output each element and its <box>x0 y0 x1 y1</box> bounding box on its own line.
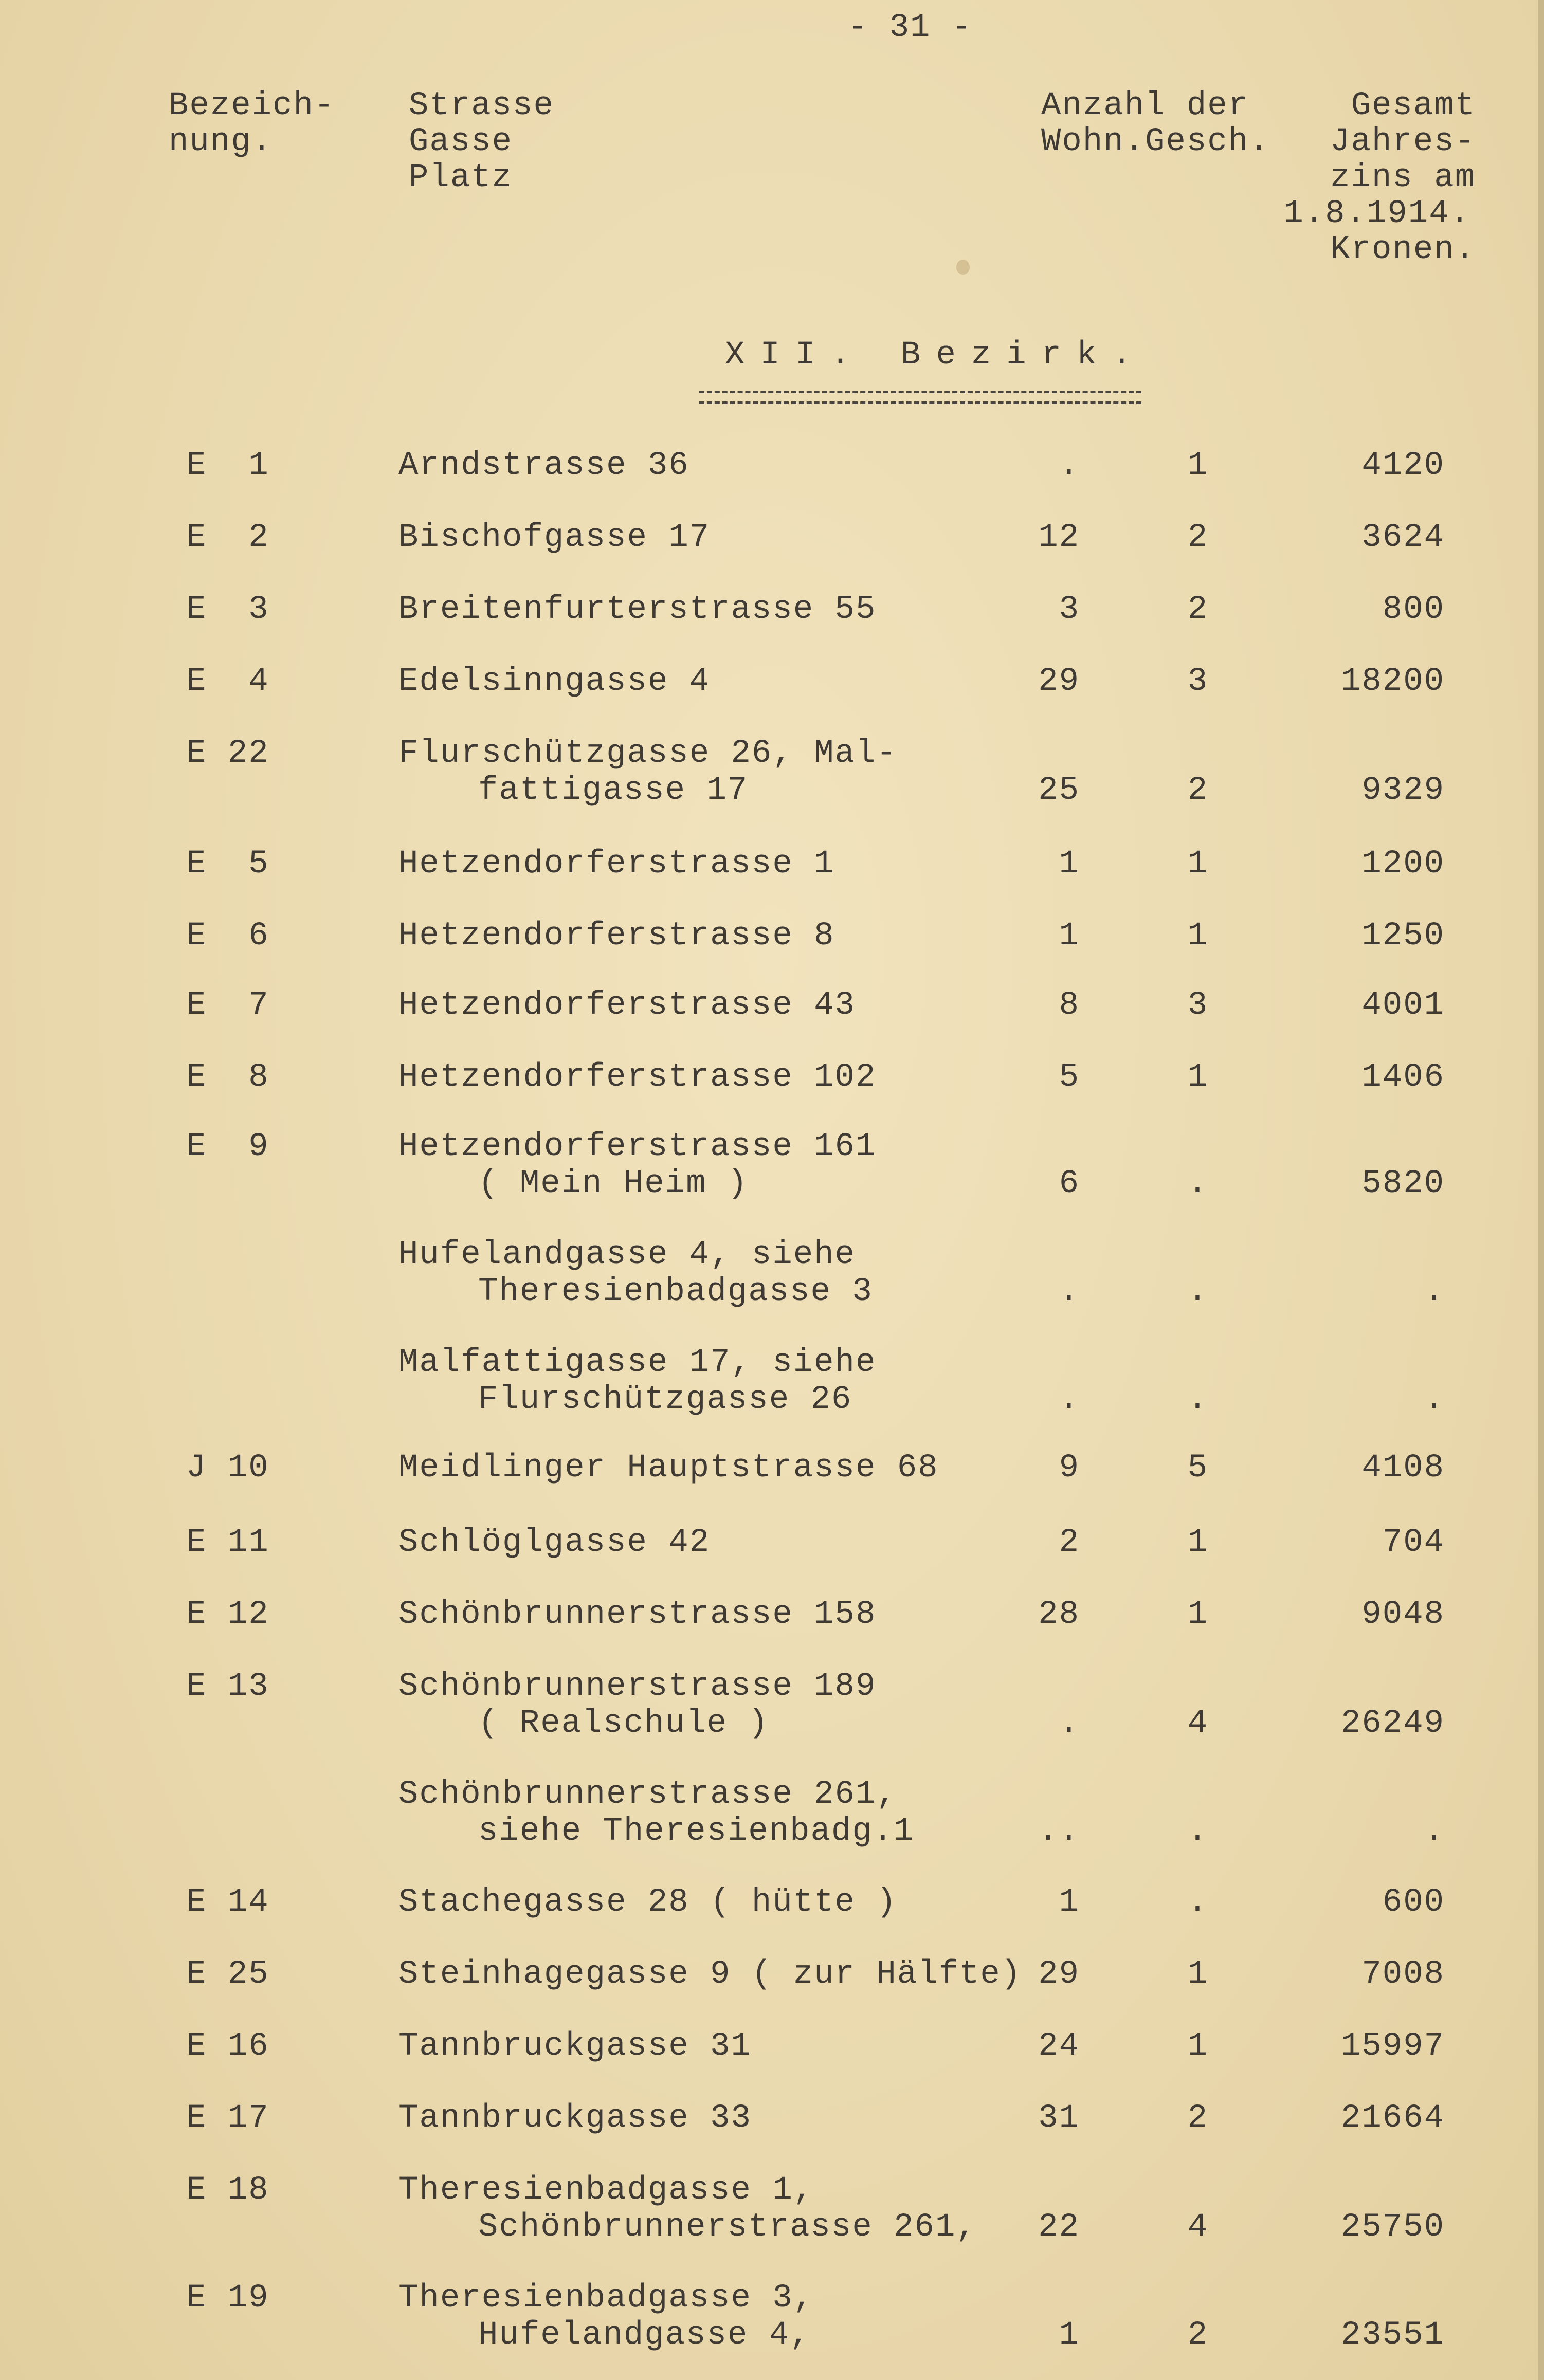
row-rent: 9329 <box>1361 772 1445 809</box>
row-rent: 5820 <box>1361 1165 1445 1202</box>
row-address-line: Schönbrunnerstrasse 261, <box>478 2209 977 2246</box>
row-wohn-count: 22 <box>1038 2209 1080 2246</box>
row-designation: E 9 <box>186 1128 269 1165</box>
page-number: - 31 - <box>847 9 973 46</box>
district-title: XII. Bezirk. <box>725 337 1147 374</box>
header-designation-line2: nung. <box>169 123 273 160</box>
row-gesch-count: 4 <box>1187 2209 1209 2246</box>
row-designation: E 11 <box>186 1524 269 1561</box>
row-gesch-count: 1 <box>1187 846 1209 883</box>
row-designation: E 18 <box>186 2172 269 2209</box>
header-street-line1: Strasse <box>409 87 554 124</box>
row-rent: 1406 <box>1361 1059 1445 1096</box>
row-designation: E 16 <box>186 2028 269 2065</box>
row-rent: 1200 <box>1361 846 1445 883</box>
row-address-line: Steinhagegasse 9 ( zur Hälfte) <box>398 1956 1022 1993</box>
row-designation: E 14 <box>186 1884 269 1921</box>
row-rent: 4120 <box>1361 447 1445 484</box>
row-wohn-count: 31 <box>1038 2100 1080 2137</box>
row-wohn-count: 12 <box>1038 519 1080 556</box>
row-wohn-count: 1 <box>1059 918 1080 955</box>
row-designation: E 17 <box>186 2100 269 2137</box>
row-gesch-count: 3 <box>1187 987 1209 1024</box>
row-designation: E 5 <box>186 846 269 883</box>
row-wohn-count: . <box>1059 1381 1080 1418</box>
row-designation: E 8 <box>186 1059 269 1096</box>
row-wohn-count: 28 <box>1038 1596 1080 1633</box>
row-address-line: Theresienbadgasse 3 <box>478 1273 873 1310</box>
row-wohn-count: 1 <box>1059 1884 1080 1921</box>
row-rent: 1250 <box>1361 918 1445 955</box>
row-address-line: Schönbrunnerstrasse 189 <box>398 1668 877 1705</box>
row-rent: 18200 <box>1340 663 1445 700</box>
row-wohn-count: 5 <box>1059 1059 1080 1096</box>
row-rent: 704 <box>1382 1524 1445 1561</box>
row-address-line: Schönbrunnerstrasse 158 <box>398 1596 877 1633</box>
row-designation: E 12 <box>186 1596 269 1633</box>
row-address-line: Hetzendorferstrasse 1 <box>398 846 835 883</box>
row-address-line: ( Mein Heim ) <box>478 1165 749 1202</box>
row-designation: E 25 <box>186 1956 269 1993</box>
row-address-line: Tannbruckgasse 33 <box>398 2100 752 2137</box>
row-gesch-count: 2 <box>1187 519 1209 556</box>
row-address-line: Flurschützgasse 26 <box>478 1381 852 1418</box>
row-gesch-count: 1 <box>1187 2028 1209 2065</box>
row-gesch-count: . <box>1187 1813 1209 1850</box>
row-address-line: Theresienbadgasse 3, <box>398 2280 814 2317</box>
row-wohn-count: 24 <box>1038 2028 1080 2065</box>
row-gesch-count: 5 <box>1187 1450 1209 1487</box>
row-rent: 3624 <box>1361 519 1445 556</box>
row-designation: E 19 <box>186 2280 269 2317</box>
row-address-line: Malfattigasse 17, siehe <box>398 1344 877 1381</box>
double-underline <box>699 391 1141 404</box>
row-address-line: ( Realschule ) <box>478 1705 769 1742</box>
row-designation: E 3 <box>186 591 269 628</box>
row-wohn-count: 3 <box>1059 591 1080 628</box>
row-rent: 4001 <box>1361 987 1445 1024</box>
row-rent: 600 <box>1382 1884 1445 1921</box>
row-gesch-count: . <box>1187 1165 1209 1202</box>
row-rent: . <box>1424 1381 1445 1418</box>
row-address-line: Hetzendorferstrasse 43 <box>398 987 856 1024</box>
header-rent-line4: 1.8.1914. <box>1283 195 1470 232</box>
row-wohn-count: . <box>1059 1273 1080 1310</box>
row-wohn-count: 25 <box>1038 772 1080 809</box>
row-gesch-count: 2 <box>1187 772 1209 809</box>
row-address-line: Breitenfurterstrasse 55 <box>398 591 877 628</box>
row-rent: 26249 <box>1340 1705 1445 1742</box>
row-rent: 23551 <box>1340 2317 1445 2354</box>
header-street-line2: Gasse <box>409 123 513 160</box>
row-rent: 7008 <box>1361 1956 1445 1993</box>
row-rent: . <box>1424 1273 1445 1310</box>
row-gesch-count: 3 <box>1187 663 1209 700</box>
row-gesch-count: 1 <box>1187 1956 1209 1993</box>
row-rent: 15997 <box>1340 2028 1445 2065</box>
row-address-line: Theresienbadgasse 1, <box>398 2172 814 2209</box>
row-wohn-count: 2 <box>1059 1524 1080 1561</box>
row-designation: E 4 <box>186 663 269 700</box>
header-rent-line2: Jahres- <box>1330 123 1476 160</box>
row-address-line: Tannbruckgasse 31 <box>398 2028 752 2065</box>
row-gesch-count: . <box>1187 1884 1209 1921</box>
row-wohn-count: . <box>1059 1705 1080 1742</box>
row-gesch-count: 1 <box>1187 918 1209 955</box>
row-wohn-count: . <box>1059 447 1080 484</box>
row-wohn-count: 8 <box>1059 987 1080 1024</box>
row-designation: E 13 <box>186 1668 269 1705</box>
row-address-line: siehe Theresienbadg.1 <box>478 1813 915 1850</box>
row-gesch-count: . <box>1187 1381 1209 1418</box>
row-designation: J 10 <box>186 1450 269 1487</box>
row-gesch-count: . <box>1187 1273 1209 1310</box>
row-wohn-count: .. <box>1038 1813 1080 1850</box>
row-address-line: Schlöglgasse 42 <box>398 1524 711 1561</box>
row-rent: 9048 <box>1361 1596 1445 1633</box>
row-address-line: Hufelandgasse 4, <box>478 2317 811 2354</box>
row-address-line: Arndstrasse 36 <box>398 447 689 484</box>
row-gesch-count: 2 <box>1187 591 1209 628</box>
row-wohn-count: 29 <box>1038 1956 1080 1993</box>
row-gesch-count: 2 <box>1187 2100 1209 2137</box>
row-address-line: Hetzendorferstrasse 8 <box>398 918 835 955</box>
row-rent: . <box>1424 1813 1445 1850</box>
header-rent-line5: Kronen. <box>1330 231 1476 268</box>
header-rent-line3: zins am <box>1330 159 1476 196</box>
row-wohn-count: 6 <box>1059 1165 1080 1202</box>
row-address-line: Bischofgasse 17 <box>398 519 711 556</box>
page-edge <box>1538 0 1544 2380</box>
row-gesch-count: 4 <box>1187 1705 1209 1742</box>
row-gesch-count: 2 <box>1187 2317 1209 2354</box>
row-wohn-count: 1 <box>1059 2317 1080 2354</box>
row-wohn-count: 1 <box>1059 846 1080 883</box>
row-address-line: Hetzendorferstrasse 102 <box>398 1059 877 1096</box>
row-address-line: fattigasse 17 <box>478 772 749 809</box>
header-count-line2: Wohn.Gesch. <box>1041 123 1270 160</box>
row-rent: 4108 <box>1361 1450 1445 1487</box>
row-address-line: Edelsinngasse 4 <box>398 663 711 700</box>
header-count-line1: Anzahl der <box>1041 87 1249 124</box>
row-rent: 21664 <box>1340 2100 1445 2137</box>
header-rent-line1: Gesamt <box>1351 87 1476 124</box>
row-address-line: Flurschützgasse 26, Mal- <box>398 735 897 772</box>
row-designation: E 6 <box>186 918 269 955</box>
row-gesch-count: 1 <box>1187 1596 1209 1633</box>
row-gesch-count: 1 <box>1187 1059 1209 1096</box>
row-address-line: Schönbrunnerstrasse 261, <box>398 1776 897 1813</box>
row-address-line: Hufelandgasse 4, siehe <box>398 1236 856 1273</box>
row-designation: E 22 <box>186 735 269 772</box>
row-wohn-count: 29 <box>1038 663 1080 700</box>
row-rent: 800 <box>1382 591 1445 628</box>
row-wohn-count: 9 <box>1059 1450 1080 1487</box>
row-address-line: Stachegasse 28 ( hütte ) <box>398 1884 897 1921</box>
header-designation-line1: Bezeich- <box>169 87 335 124</box>
row-rent: 25750 <box>1340 2209 1445 2246</box>
row-designation: E 2 <box>186 519 269 556</box>
row-address-line: Meidlinger Hauptstrasse 68 <box>398 1450 939 1487</box>
row-gesch-count: 1 <box>1187 447 1209 484</box>
row-designation: E 1 <box>186 447 269 484</box>
row-gesch-count: 1 <box>1187 1524 1209 1561</box>
row-address-line: Hetzendorferstrasse 161 <box>398 1128 877 1165</box>
header-street-line3: Platz <box>409 159 513 196</box>
paper-stain <box>956 260 970 275</box>
row-designation: E 7 <box>186 987 269 1024</box>
